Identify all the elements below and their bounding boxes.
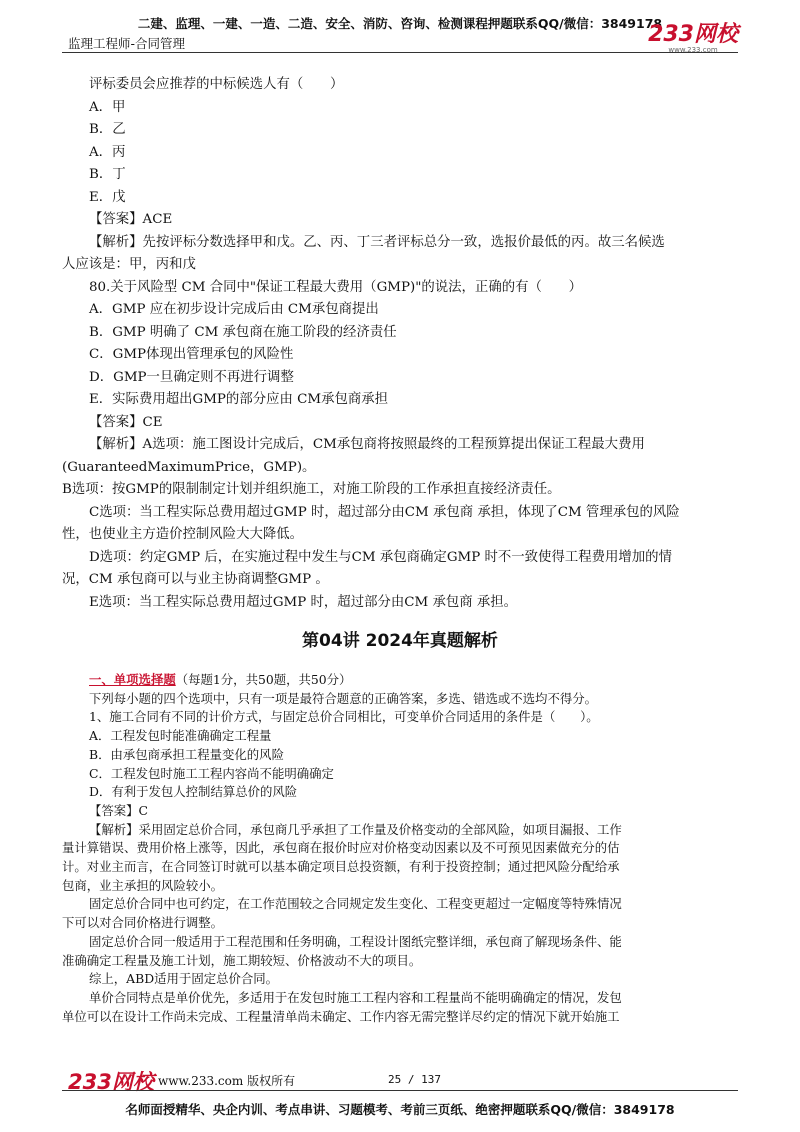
q1-analysis-p5-l2: 单位可以在设计工作尚未完成、工程量清单尚未确定、工作内容无需完整详尽约定的情况下就开始施工 <box>62 1008 620 1024</box>
q1-analysis-p5-l1: 单价合同特点是单价优先，多适用于在发包时施工工程内容和工程量尚不能明确确定的情况，发包 <box>89 989 622 1005</box>
header-course-title: 监理工程师-合同管理 <box>68 36 186 51</box>
q79-answer: 【答案】ACE <box>89 212 173 227</box>
brand-logo-url: www.233.com <box>668 46 718 54</box>
q1-analysis-p1-l4: 包商，业主承担的风险较小。 <box>62 877 224 893</box>
header-contact-banner: 二建、监理、一建、一造、二造、安全、消防、咨询、检测课程押题联系QQ/微信：3849178 <box>137 16 663 31</box>
q1-answer: 【答案】C <box>89 802 149 818</box>
q79-analysis-line1: 【解析】先按评标分数选择甲和戊。乙、丙、丁三者评标总分一致，选报价最低的丙。故三名候选 <box>89 234 665 250</box>
q80-analysis-a-line1: 【解析】A选项：施工图设计完成后，CM承包商将按照最终的工程预算提出保证工程最大费用 <box>89 437 645 452</box>
q1-analysis-p2-l2: 下可以对合同价格进行调整。 <box>62 915 224 931</box>
q1-analysis-p1-l1: 【解析】采用固定总价合同，承包商几乎承担了工作量及价格变动的全部风险，如项目漏报、工作 <box>89 821 622 837</box>
q80-analysis-c-line2: 性，也使业主方造价控制风险大大降低。 <box>62 527 304 542</box>
q1-analysis-p3-l2: 准确确定工程量及施工计划，施工期较短、价格波动不大的项目。 <box>62 952 422 968</box>
q1-analysis-p4: 综上，ABD适用于固定总价合同。 <box>89 971 279 987</box>
brand-logo-text: 233网校 <box>648 22 738 47</box>
q80-analysis-a-line2: (GuaranteedMaximumPrice，GMP)。 <box>62 459 316 475</box>
q1-option-b: B．由承包商承担工程量变化的风险 <box>89 746 284 762</box>
q80-option-a: A．GMP 应在初步设计完成后由 CM承包商提出 <box>89 302 379 317</box>
q79-option-a: A．甲 <box>89 99 126 115</box>
section-instructions: 下列每小题的四个选项中，只有一项是最符合题意的正确答案，多选、错选或不选均不得分。 <box>89 690 598 706</box>
q80-option-d: D．GMP一旦确定则不再进行调整 <box>89 369 294 385</box>
q79-analysis-line2: 人应该是：甲，丙和戊 <box>62 257 196 272</box>
q80-option-c: C．GMP体现出管理承包的风险性 <box>89 347 294 362</box>
brand-logo <box>648 24 738 55</box>
section-note: （每题1分，共50题，共50分） <box>175 672 352 687</box>
page-content <box>62 74 738 1026</box>
footer-copyright: www.233.com 版权所有 <box>158 1074 296 1088</box>
q1-analysis-p2-l1: 固定总价合同中也可约定，在工作范围较之合同规定发生变化、工程变更超过一定幅度等特殊情况 <box>89 896 622 912</box>
q80-stem: 80.关于风险型 CM 合同中"保证工程最大费用（GMP)"的说法，正确的有（ ） <box>89 279 583 295</box>
q1-option-a: A．工程发包时能准确确定工程量 <box>89 728 272 744</box>
q1-option-d: D．有利于发包人控制结算总价的风险 <box>89 784 298 800</box>
q80-option-e: E．实际费用超出GMP的部分应由 CM承包商承担 <box>89 392 389 407</box>
q80-analysis-e: E选项：当工程实际总费用超过GMP 时，超过部分由CM 承包商 承担。 <box>89 594 518 610</box>
q79-option-c: A．丙 <box>89 144 126 160</box>
q80-analysis-d-line2: 况，CM 承包商可以与业主协商调整GMP 。 <box>62 572 329 587</box>
section-header <box>62 671 738 690</box>
footer-divider <box>62 1090 738 1091</box>
q1-option-c: C．工程发包时施工工程内容尚不能明确确定 <box>89 765 334 781</box>
q80-analysis-d-line1: D选项：约定GMP 后，在实施过程中发生与CM 承包商确定GMP 时不一致使得工程费用增加的情 <box>89 549 672 565</box>
q79-stem: 评标委员会应推荐的中标候选人有（ ） <box>89 77 344 92</box>
q80-option-b: B．GMP 明确了 CM 承包商在施工阶段的经济责任 <box>89 324 397 340</box>
q1-analysis-p1-l2: 量计算错误、费用价格上涨等，因此，承包商在报价时应对价格变动因素以及不可预见因素做充分的估 <box>62 840 620 856</box>
q80-answer: 【答案】CE <box>89 414 163 430</box>
page-number: 25 / 137 <box>388 1073 441 1086</box>
q79-option-e: E．戊 <box>89 189 126 205</box>
header-divider <box>62 52 738 53</box>
lecture-title: 第04讲 2024年真题解析 <box>302 631 498 651</box>
footer-brand-logo: 233网校 <box>68 1070 154 1094</box>
q1-analysis-p3-l1: 固定总价合同一般适用于工程范围和任务明确，工程设计图纸完整详细，承包商了解现场条件、能 <box>89 933 622 949</box>
q79-option-b: B．乙 <box>89 122 126 137</box>
q1-analysis-p1-l3: 计。对业主而言，在合同签订时就可以基本确定项目总投资额，有利于投资控制；通过把风险分配给承 <box>62 859 620 875</box>
section-title: 一、单项选择题 <box>89 672 176 687</box>
footer-contact-banner: 名师面授精华、央企内训、考点串讲、习题模考、考前三页纸、绝密押题联系QQ/微信：3849178 <box>125 1102 675 1117</box>
q1-stem: 1、施工合同有不同的计价方式，与固定总价合同相比，可变单价合同适用的条件是（ ）。 <box>89 709 599 725</box>
q80-analysis-c-line1: C选项：当工程实际总费用超过GMP 时，超过部分由CM 承包商 承担，体现了CM 管理承包的风险 <box>89 504 680 520</box>
q79-option-d: B．丁 <box>89 167 126 182</box>
q80-analysis-b: B选项：按GMP的限制制定计划并组织施工，对施工阶段的工作承担直接经济责任。 <box>62 482 561 497</box>
